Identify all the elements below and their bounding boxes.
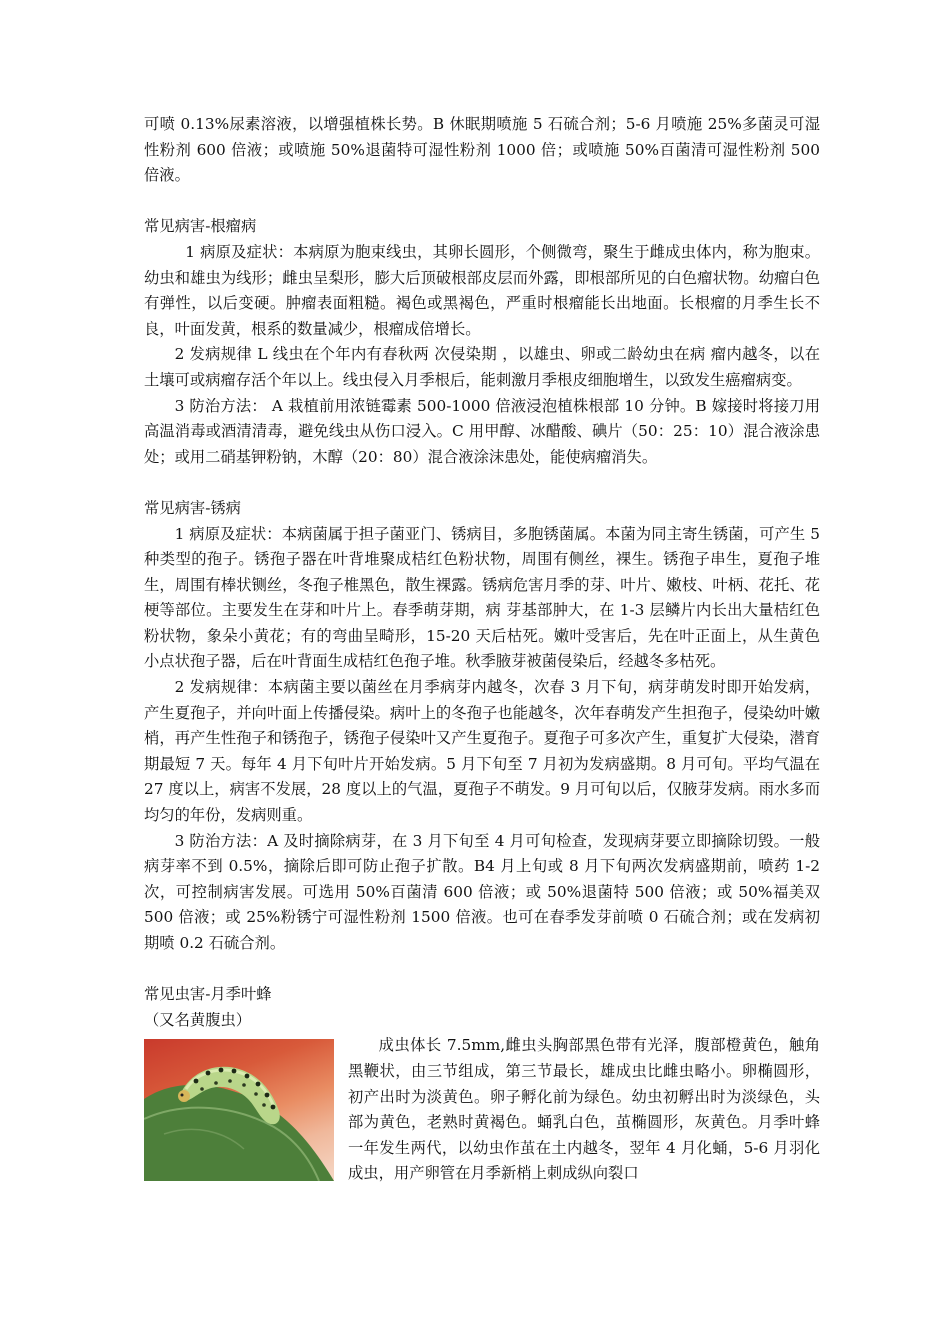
document-page <box>144 112 820 1187</box>
paragraph: 3 防治方法： A 栽植前用浓链霉素 500-1000 倍液浸泡植株根部 10 分钟。B 嫁接时将接刀用高温消毒或酒清清毒，避免线虫从伤口浸入。C 用甲醇、冰醋酸、碘片（50：25：10）混合液涂患处；或用二硝基钾粉钠，木醇（20：80）混合液涂沫患处，能使病瘤消失。 <box>144 396 820 466</box>
insect-block <box>144 1033 820 1187</box>
section-subtitle: （又名黄腹虫） <box>144 1010 252 1029</box>
paragraph: 成虫体长 7.5mm,雌虫头胸部黑色带有光泽，腹部橙黄色，触角黑鞭状，由三节组成，第三节最长，雄成虫比雌虫略小。卵椭圆形，初产出时为淡黄色。卵子孵化前为绿色。幼虫初孵出时为淡绿色，头部为黄色，老熟时黄褐色。蛹乳白色，茧椭圆形，灰黄色。月季叶蜂一年发生两代，以幼虫作茧在土内越冬，翌年 4 月化蛹，5-6 月羽化成虫，用产卵管在月季新梢上刺成纵向裂口 <box>348 1036 820 1183</box>
section-title: 常见病害-根瘤病 <box>144 217 257 236</box>
section-rust <box>144 496 820 957</box>
paragraph: 3 防治方法：A 及时摘除病芽，在 3 月下旬至 4 月可旬检查，发现病芽要立即摘除切毁。一般病芽率不到 0.5%，摘除后即可防止孢子扩散。B4 月上旬或 8 月下旬两次发病盛期前，喷药 1-2 次，可控制病害发展。可选用 50%百菌清 600 倍液；或 50%退菌特 500 倍液；或 50%福美双 500 倍液；或 25%粉锈宁可湿性粉剂 1500 倍液。也可在春季发芽前喷 0 石硫合剂；或在发病初期喷 0.2 石硫合剂。 <box>144 831 820 952</box>
section-title: 常见虫害-月季叶蜂 <box>144 985 272 1004</box>
section-root-gall <box>144 214 820 470</box>
paragraph: 1 病原及症状：本病原为胞束线虫，其卵长圆形，个侧微弯，聚生于雌成虫体内，称为胞束。幼虫和雄虫为线形；雌虫呈梨形，膨大后顶破根部皮层而外露，即根部所见的白色瘤状物。幼瘤白色有弹性，以后变硬。肿瘤表面粗糙。褐色或黑褐色，严重时根瘤能长出地面。长根瘤的月季生长不良，叶面发黄，根系的数量减少，根瘤成倍增长。 <box>144 242 820 338</box>
section-title: 常见病害-锈病 <box>144 498 241 517</box>
section-sawfly <box>144 982 820 1187</box>
caterpillar-photo <box>144 1039 334 1181</box>
paragraph: 2 发病规律：本病菌主要以菌丝在月季病芽内越冬，次春 3 月下旬，病芽萌发时即开始发病，产生夏孢子，并向叶面上传播侵染。病叶上的冬孢子也能越冬，次年春萌发产生担孢子，侵染幼叶嫩梢，再产生性孢子和锈孢子，锈孢子侵染叶又产生夏孢子。夏孢子可多次产生，重复扩大侵染，潜育期最短 7 天。每年 4 月下旬叶片开始发病。5 月下旬至 7 月初为发病盛期。8 月可旬。平均气温在 27 度以上，病害不发展，28 度以上的气温，夏孢子不萌发。9 月可旬以后，仅腋芽发病。雨水多而均匀的年份，发病则重。 <box>144 678 820 825</box>
paragraph: 1 病原及症状：本病菌属于担子菌亚门、锈病目，多胞锈菌属。本菌为同主寄生锈菌，可产生 5 种类型的孢子。锈孢子器在叶背堆聚成桔红色粉状物，周围有侧丝，裸生。锈孢子串生，夏孢子堆生，周围有棒状铡丝，冬孢子椎黑色，散生裸露。锈病危害月季的芽、叶片、嫩枝、叶柄、花托、花梗等部位。主要发生在芽和叶片上。春季萌芽期，病 芽基部肿大，在 1-3 层鳞片内长出大量桔红色粉状物，象朵小黄花；有的弯曲呈畸形，15-20 天后枯死。嫩叶受害后，先在叶正面上，从生黄色小点状孢子器，后在叶背面生成桔红色孢子堆。秋季腋芽被菌侵染后，经越冬多枯死。 <box>144 524 820 671</box>
paragraph: 2 发病规律 L 线虫在个年内有春秋两 次侵染期 ，以雄虫、卵或二龄幼虫在病 瘤内越冬，以在土壤可或病瘤存活个年以上。线虫侵入月季根后，能刺激月季根皮细胞增生，以致发生癌瘤病变。 <box>144 345 820 389</box>
caterpillar-on-leaf-icon <box>144 1039 334 1181</box>
intro-paragraph: 可喷 0.13%尿素溶液，以增强植株长势。B 休眠期喷施 5 石硫合剂；5-6 月喷施 25%多菌灵可湿性粉剂 600 倍液；或喷施 50%退菌特可湿性粉剂 1000 倍；或喷施 50%百菌清可湿性粉剂 500 倍液。 <box>144 115 820 185</box>
